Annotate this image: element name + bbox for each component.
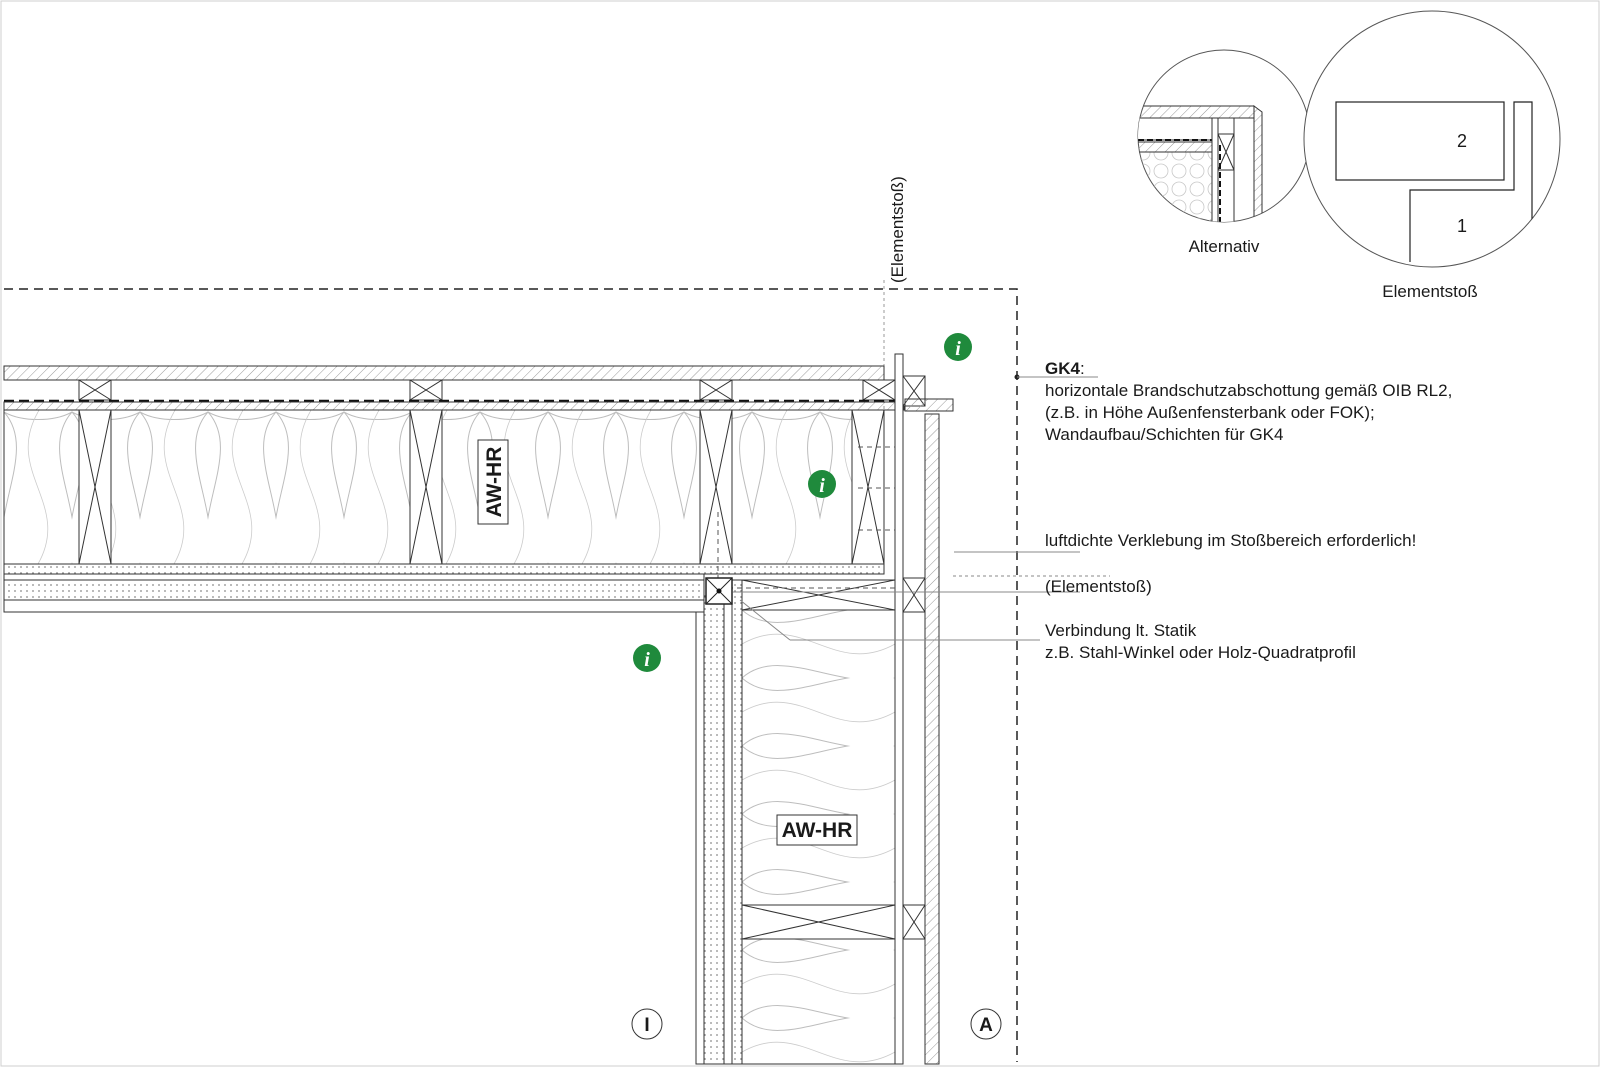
svg-text:i: i	[644, 649, 650, 671]
info-icon[interactable]	[944, 333, 972, 361]
gk4-line3: Wandaufbau/Schichten für GK4	[1045, 425, 1284, 444]
info-icon[interactable]	[633, 644, 661, 672]
battens-horizontal	[79, 380, 895, 400]
airtight-note: luftdichte Verklebung im Stoßbereich erforderlich!	[1045, 531, 1417, 550]
outside-marker: A	[979, 1015, 993, 1036]
installation-layer-horizontal	[4, 580, 704, 600]
outer-cladding-horizontal	[4, 366, 884, 380]
connection-line1: Verbindung lt. Statik	[1045, 621, 1197, 640]
gk4-line1: horizontale Brandschutzabschottung gemäß OIB RL2,	[1045, 381, 1453, 400]
detail-elementstoss	[1304, 11, 1560, 301]
element-joint-note: (Elementstoß)	[1045, 577, 1152, 596]
gk4-line2: (z.B. in Höhe Außenfensterbank oder FOK);	[1045, 403, 1375, 422]
installation-layer-vertical	[704, 596, 724, 1064]
element-joint-vertical-label: (Elementstoß)	[888, 176, 907, 283]
connection-line2: z.B. Stahl-Winkel oder Holz-Quadratprofil	[1045, 643, 1356, 662]
elementstoss-caption: Elementstoß	[1382, 282, 1478, 301]
element-upper-number: 2	[1456, 131, 1468, 151]
window-sill-board	[905, 399, 953, 411]
svg-text:i: i	[819, 475, 825, 497]
horizontal-wall	[4, 366, 905, 612]
element-lower-number: 1	[1456, 216, 1468, 236]
inside-marker: I	[644, 1015, 650, 1036]
outer-sheathing-vertical	[895, 354, 903, 1064]
detail-alternativ	[1120, 50, 1310, 256]
annotations	[1045, 359, 1452, 662]
alternativ-caption: Alternativ	[1188, 237, 1260, 256]
svg-text:i: i	[955, 338, 961, 360]
info-icon[interactable]	[808, 470, 836, 498]
insulation-horizontal	[4, 410, 884, 564]
wall-label-vertical: AW-HR	[781, 819, 853, 842]
gk4-title: GK4:	[1045, 359, 1085, 378]
wall-label-horizontal: AW-HR	[483, 446, 506, 518]
outer-cladding-vertical	[925, 414, 939, 1064]
